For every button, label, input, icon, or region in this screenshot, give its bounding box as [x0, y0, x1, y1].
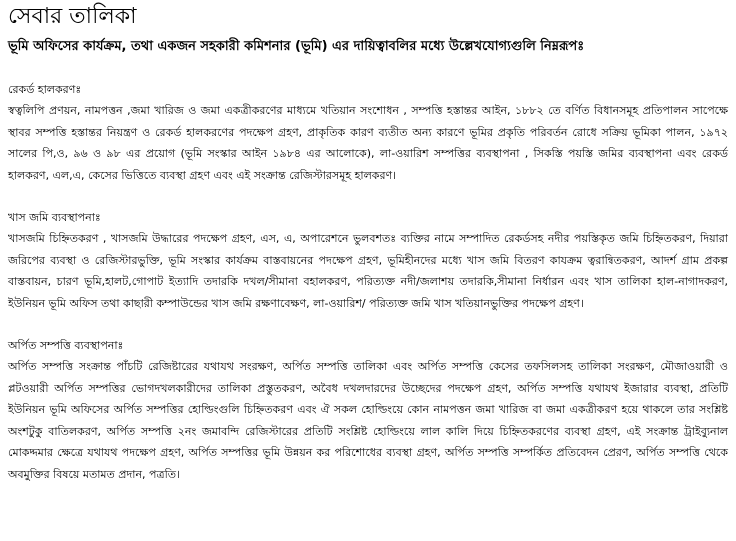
section-vested-property — [8, 338, 728, 485]
page-title: সেবার তালিকা — [8, 4, 137, 29]
section-body: অর্পিত সম্পত্তি সংক্রান্ত পাঁচটি রেজিষ্টারের যথাযথ সংরক্ষণ, অর্পিত সম্পত্তি তালিকা এবং অর্পিত সম্পত্তি কেসের তফসিলসহ তালিকা সংরক্ষণ, মৌজাওয়ারী ও প্লটওয়ারী অর্পিত সম্পত্তির ভোগদখলকারীদের তালিকা প্রস্তুতকরণ, অবৈধ দখলদারদের উচ্ছেদের পদক্ষেপ গ্রহণ, অর্পিত সম্পত্তি যথাযথ ইজারার ব্যবস্থা, প্রতিটি ইউনিয়ন ভূমি অফিসের অর্পিত সম্পত্তির হোল্ডিংগুলি চিহ্নিতকরণ এবং ঐ সকল হোল্ডিংয়ে কোন নামপত্তন জমা খারিজ বা জমা একত্রীকরণ হয়ে থাকলে তার সংশ্লিষ্ট অংশটুকু বাতিলকরণ, অর্পিত সম্পত্তি ২নং জমাবন্দি রেজিস্টারের প্রতিটি সংশ্লিষ্ট হোল্ডিংয়ে লাল কালি দিয়ে চিহ্নিতকরণের ব্যবস্থা গ্রহণ, এই সংক্রান্ত ট্রাইব্যুনাল মোকদ্দমার ক্ষেত্রে যথাযথ পদক্ষেপ গ্রহণ, অর্পিত সম্পত্তির ভূমি উন্নয়ন কর পরিশোধের ব্যবস্থা গ্রহণ, অর্পিত সম্পত্তি সম্পর্কিত প্রতিবেদন প্রেরণ, অর্পিত সম্পত্তি থেকে অবমুক্তির বিষয়ে মতামত প্রদান, পত্রতি। — [8, 360, 728, 481]
section-khas-land — [8, 210, 728, 314]
section-land-records — [8, 82, 728, 186]
section-body: খাসজমি চিহ্নিতকরণ , খাসজমি উদ্ধারের পদক্ষেপ গ্রহণ, এস, এ, অপারেশনে ভুলবশতঃ ব্যক্তির নামে সম্পাদিত রেকর্ডসহ নদীর পয়স্তিকৃত জমি চিহ্নিতকরণ, দিয়ারা জরিপের ব্যবস্থা ও রেজিস্টারভুক্তি, ভূমি সংস্কার কার্যক্রম বাস্তবায়নের পদক্ষেপ গ্রহণ, ভূমিহীনদের মধ্যে খাস জমি বিতরণ কাযক্রম ত্বরান্বিতকরণ, আদর্শ গ্রাম প্রকল্প বাস্তবায়ন, চারণ ভূমি,হালট,গোপাট ইত্যাদি তদারকি দখল/সীমানা বহালকরণ, পরিত্যক্ত নদী/জলাশয় তদারকি,সীমানা নির্ধারন এবং খাস তালিকা হাল-নাগাদকরণ, ইউনিয়ন ভূমি অফিস তথা কাছারী কম্পাউন্ডের খাস জমি রক্ষণাবেক্ষণ, লা-ওয়ারিশ/ পরিত্যক্ত জমি খাস খতিয়ানভুক্তির পদক্ষেপ গ্রহণ। — [8, 232, 728, 310]
section-heading: রেকর্ড হালকরণঃ — [8, 83, 82, 96]
section-heading: খাস জমি ব্যবস্থাপনাঃ — [8, 211, 101, 224]
intro-text: ভূমি অফিসের কার্যক্রম, তথা একজন সহকারী কমিশনার (ভূমি) এর দায়িত্বাবলির মধ্যে উল্লেখযোগ্যগুলি নিম্নরূপঃ — [8, 39, 585, 54]
section-heading: অর্পিত সম্পত্তি ব্যবস্থাপনাঃ — [8, 339, 124, 352]
section-body: স্বত্বলিপি প্রণয়ন, নামপত্তন ,জমা খারিজ ও জমা একত্রীকরণের মাধ্যমে খতিয়ান সংশোধন , সম্পত্তি হস্তান্তর আইন, ১৮৮২ তে বর্ণিত বিধানসমূহ প্রতিপালন সাপেক্ষে স্থাবর সম্পত্তি হস্তান্তর নিয়ন্ত্রণ ও রেকর্ড হালকরণের পদক্ষেপ গ্রহণ, প্রাকৃতিক কারণ ব্যতীত অন্য কারণে ভূমির প্রকৃতি পরিবর্তন রোধে সক্রিয় ভূমিকা পালন, ১৯৭২ সালের পি,ও, ৯৬ ও ৯৮ এর প্রয়োগ (ভূমি সংস্কার আইন ১৯৮৪ এর আলোকে), লা-ওয়ারিশ সম্পত্তির ব্যবস্থাপনা , সিকস্তি পয়স্তি জমির ব্যবস্থাপনা এবং রেকর্ড হালকরণ, এল,এ, কেসের ভিত্তিতে ব্যবস্থা গ্রহণ এবং এই সংক্রান্ত রেজিস্টারসমূহ হালকরণ। — [8, 104, 728, 182]
